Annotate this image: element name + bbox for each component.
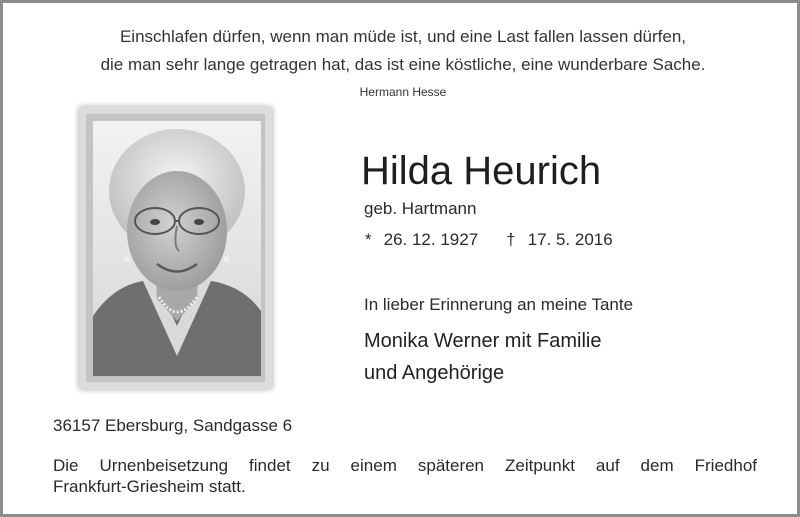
burial-info-line-2: Frankfurt-Griesheim statt. [53,477,246,496]
portrait-photo [93,121,261,376]
mourners-line-1: Monika Werner mit Familie [364,330,602,352]
birth-date: 26. 12. 1927 [383,230,479,249]
death-cross-icon: † [506,230,516,249]
burial-info [53,455,757,497]
quote-line-2: die man sehr lange getragen hat, das ist eine köstliche, eine wunderbare Sache. [100,55,706,74]
life-dates [365,230,613,250]
burial-info-line-1: Die Urnenbeisetzung findet zu einem späteren Zeitpunkt auf dem Friedhof [53,456,757,475]
address: 36157 Ebersburg, Sandgasse 6 [53,416,293,435]
deceased-name: Hilda Heurich [361,149,602,193]
quote-author: Hermann Hesse [359,85,447,99]
death-date: 17. 5. 2016 [527,230,613,249]
portrait-frame [79,107,272,389]
quote [3,23,800,79]
memory-intro: In lieber Erinnerung an meine Tante [364,295,634,314]
portrait-mat [86,114,265,382]
birth-star-icon: * [365,230,372,249]
maiden-name: geb. Hartmann [364,199,477,218]
portrait-illustration [93,121,261,376]
mourners-line-2: und Angehörige [364,362,505,384]
quote-line-1: Einschlafen dürfen, wenn man müde ist, und eine Last fallen lassen dürfen, [119,27,687,46]
